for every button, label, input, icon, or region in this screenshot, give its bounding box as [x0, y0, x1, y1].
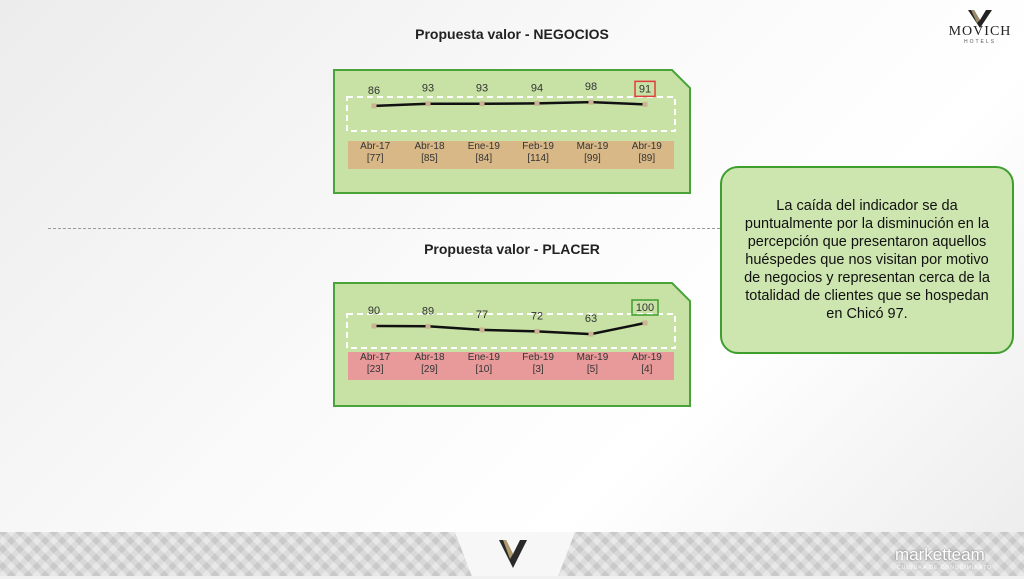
data-label: 94 [530, 82, 544, 95]
chart-panel-placer [334, 283, 694, 408]
sample-size: [114] [527, 153, 549, 164]
chart-title-negocios: Propuesta valor - NEGOCIOS [415, 26, 609, 42]
footer-company-tagline: CULTURA DE CONOCIMIENTO [897, 565, 993, 571]
category-name: Abr-19 [631, 352, 662, 363]
data-point-marker [589, 332, 594, 337]
insight-callout-text: La caída del indicador se da puntualmente por la disminución en la percepción que presentaron aquellos huéspedes que nos visitan por motivo de negocios y representan cerca de la totalidad de clientes que se hospedan en Chicó 97. [744, 198, 990, 322]
movich-logo [940, 6, 1020, 46]
data-point-marker [480, 327, 485, 332]
sample-size: [77] [366, 153, 384, 164]
category-tick-label [457, 352, 511, 380]
data-label: 93 [421, 82, 435, 95]
data-label: 100 [635, 302, 655, 314]
data-label: 72 [530, 310, 544, 323]
data-label: 86 [367, 84, 381, 97]
data-label: 98 [584, 81, 598, 94]
category-name: Feb-19 [522, 141, 554, 152]
category-tick-label [620, 352, 674, 380]
category-tick-label [620, 141, 674, 169]
sample-size: [4] [641, 364, 653, 375]
category-tick-label [402, 352, 456, 380]
data-label: 93 [475, 82, 489, 95]
data-point-marker [372, 324, 377, 329]
chart-title-placer: Propuesta valor - PLACER [424, 241, 600, 257]
data-point-marker [535, 329, 540, 334]
footer-movich-icon [493, 534, 533, 574]
data-label: 91 [638, 83, 652, 96]
category-band-placer [348, 352, 674, 380]
category-name: Abr-18 [414, 141, 445, 152]
sample-size: [3] [532, 364, 544, 375]
data-label: 63 [584, 313, 598, 326]
category-tick-label [511, 141, 565, 169]
insight-callout [720, 166, 1014, 354]
category-name: Feb-19 [522, 352, 554, 363]
sample-size: [84] [475, 153, 493, 164]
category-name: Mar-19 [576, 141, 609, 152]
sample-size: [85] [421, 153, 438, 164]
data-point-marker [643, 321, 648, 326]
data-point-marker [426, 324, 431, 329]
section-divider [48, 228, 720, 229]
data-point-marker [372, 103, 377, 108]
sample-size: [23] [366, 364, 384, 375]
sample-size: [5] [586, 364, 599, 375]
sample-size: [29] [421, 364, 438, 375]
category-name: Abr-19 [631, 141, 662, 152]
sample-size: [89] [638, 153, 656, 164]
category-tick-label [565, 352, 619, 380]
category-name: Ene-19 [467, 141, 500, 152]
footer-company-name: marketteam [895, 545, 985, 564]
footer-logo-mark [493, 534, 533, 574]
data-label: 77 [475, 308, 489, 321]
data-point-marker [480, 101, 485, 106]
category-tick-label [457, 141, 511, 169]
data-point-marker [535, 101, 540, 106]
category-tick-label [348, 141, 402, 169]
category-name: Abr-18 [414, 352, 445, 363]
category-tick-label [402, 141, 456, 169]
sample-size: [10] [475, 364, 493, 375]
brand-subtitle: HOTELS [963, 39, 996, 45]
chart-panel-negocios [334, 70, 694, 195]
category-name: Ene-19 [467, 352, 500, 363]
category-tick-label [348, 352, 402, 380]
category-name: Mar-19 [576, 352, 609, 363]
category-name: Abr-17 [360, 352, 391, 363]
brand-name: MOVICH [948, 24, 1012, 39]
sample-size: [99] [584, 153, 601, 164]
category-tick-label [565, 141, 619, 169]
data-point-marker [589, 100, 594, 105]
data-point-marker [426, 101, 431, 106]
data-point-marker [643, 102, 648, 107]
data-label: 90 [367, 305, 381, 317]
category-band-negocios [348, 141, 674, 169]
category-tick-label [511, 352, 565, 380]
category-name: Abr-17 [360, 141, 391, 152]
data-label: 89 [421, 305, 435, 318]
